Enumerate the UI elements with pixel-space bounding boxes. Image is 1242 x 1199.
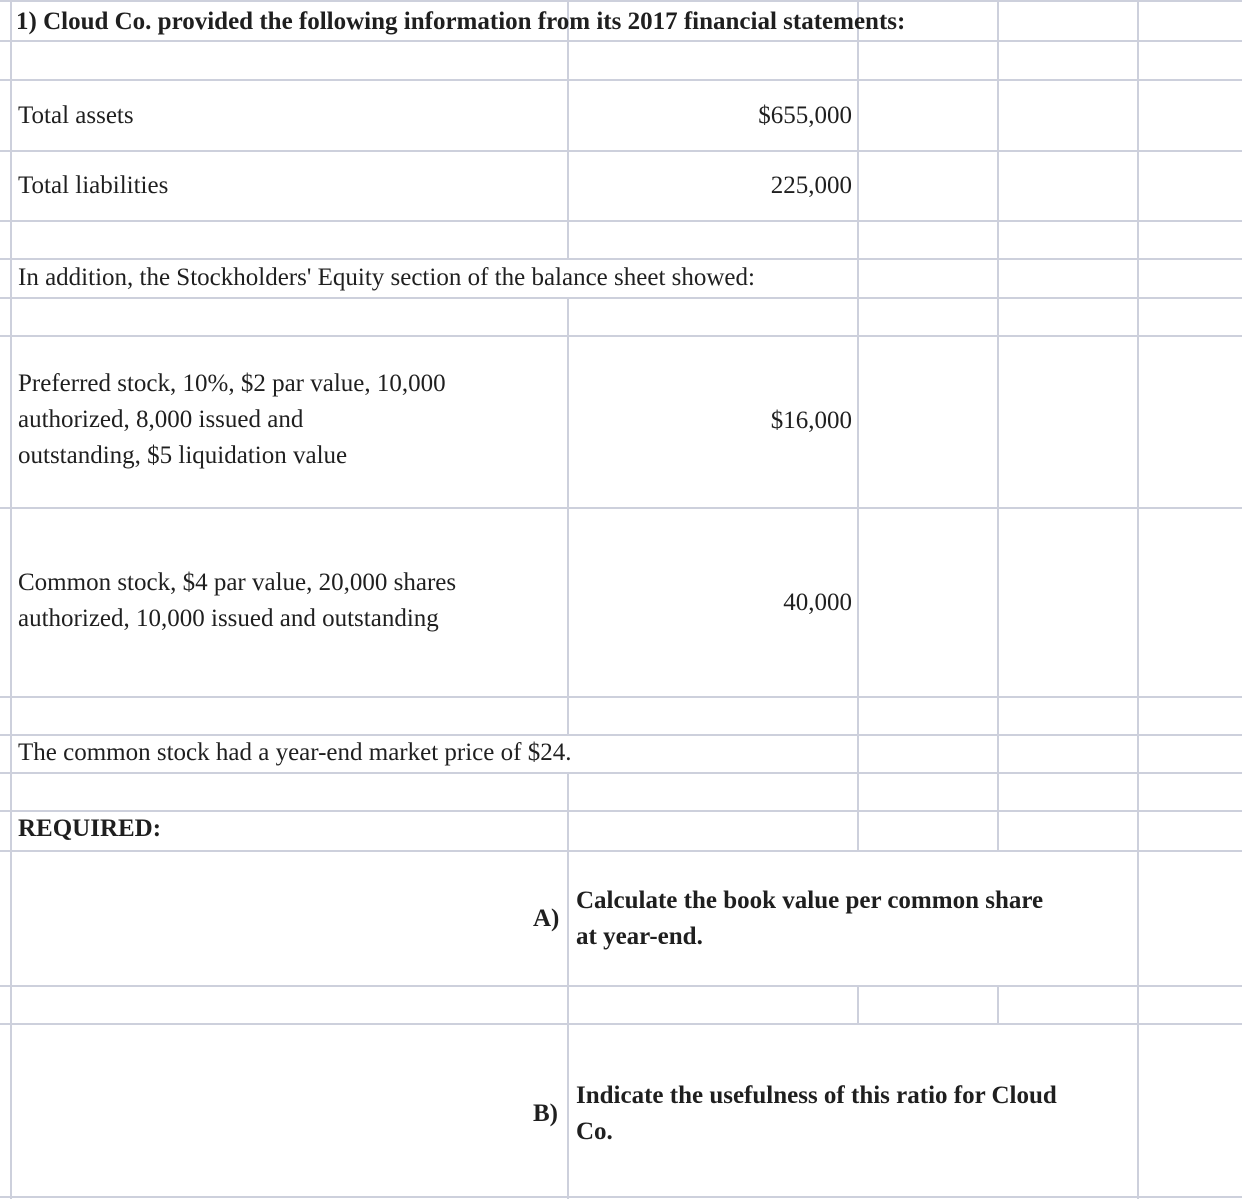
total-assets-label: Total assets	[18, 102, 134, 129]
grid-hline	[0, 297, 1242, 299]
grid-hline	[0, 1023, 1242, 1025]
common-stock-value: 40,000	[783, 589, 852, 616]
preferred-stock-line: authorized, 8,000 issued and	[18, 406, 304, 433]
question-b-line: Co.	[576, 1118, 613, 1145]
total-liabilities-value: 225,000	[770, 172, 852, 199]
grid-hline	[0, 1196, 1242, 1198]
grid-vline	[1137, 0, 1139, 1199]
market-price-note: The common stock had a year-end market price of $24.	[18, 739, 572, 766]
preferred-stock-line: outstanding, $5 liquidation value	[18, 442, 348, 469]
grid-hline	[0, 0, 1242, 2]
grid-hline	[0, 985, 1242, 987]
grid-vline	[10, 0, 12, 1199]
common-stock-line: authorized, 10,000 issued and outstanding	[18, 605, 439, 632]
total-liabilities-label: Total liabilities	[18, 172, 169, 199]
grid-hline	[0, 150, 1242, 152]
question-a-line: at year-end.	[576, 923, 703, 950]
grid-vline	[997, 0, 999, 852]
grid-hline	[0, 850, 1242, 852]
grid-vline	[857, 0, 859, 852]
question-b-line: Indicate the usefulness of this ratio for Cloud	[576, 1082, 1057, 1109]
grid-vline	[997, 985, 999, 1025]
grid-hline	[0, 335, 1242, 337]
required-heading: REQUIRED:	[18, 815, 162, 842]
total-assets-value: $655,000	[758, 102, 852, 129]
question-a-line: Calculate the book value per common share	[576, 887, 1044, 914]
question-a-letter: A)	[533, 905, 560, 932]
grid-hline	[0, 220, 1242, 222]
grid-hline	[0, 810, 1242, 812]
grid-hline	[0, 40, 1242, 42]
grid-vline	[567, 772, 569, 1199]
grid-vline	[567, 297, 569, 735]
question-b-letter: B)	[533, 1100, 558, 1127]
common-stock-line: Common stock, $4 par value, 20,000 shares	[18, 569, 457, 596]
equity-intro-text: In addition, the Stockholders' Equity section of the balance sheet showed:	[18, 264, 755, 291]
grid-hline	[0, 507, 1242, 509]
page-title: 1) Cloud Co. provided the following information from its 2017 financial statements:	[16, 8, 906, 35]
grid-hline	[0, 696, 1242, 698]
grid-hline	[0, 79, 1242, 81]
grid-hline	[0, 772, 1242, 774]
grid-vline	[857, 985, 859, 1025]
preferred-stock-line: Preferred stock, 10%, $2 par value, 10,000	[18, 370, 446, 397]
preferred-stock-value: $16,000	[770, 407, 852, 434]
